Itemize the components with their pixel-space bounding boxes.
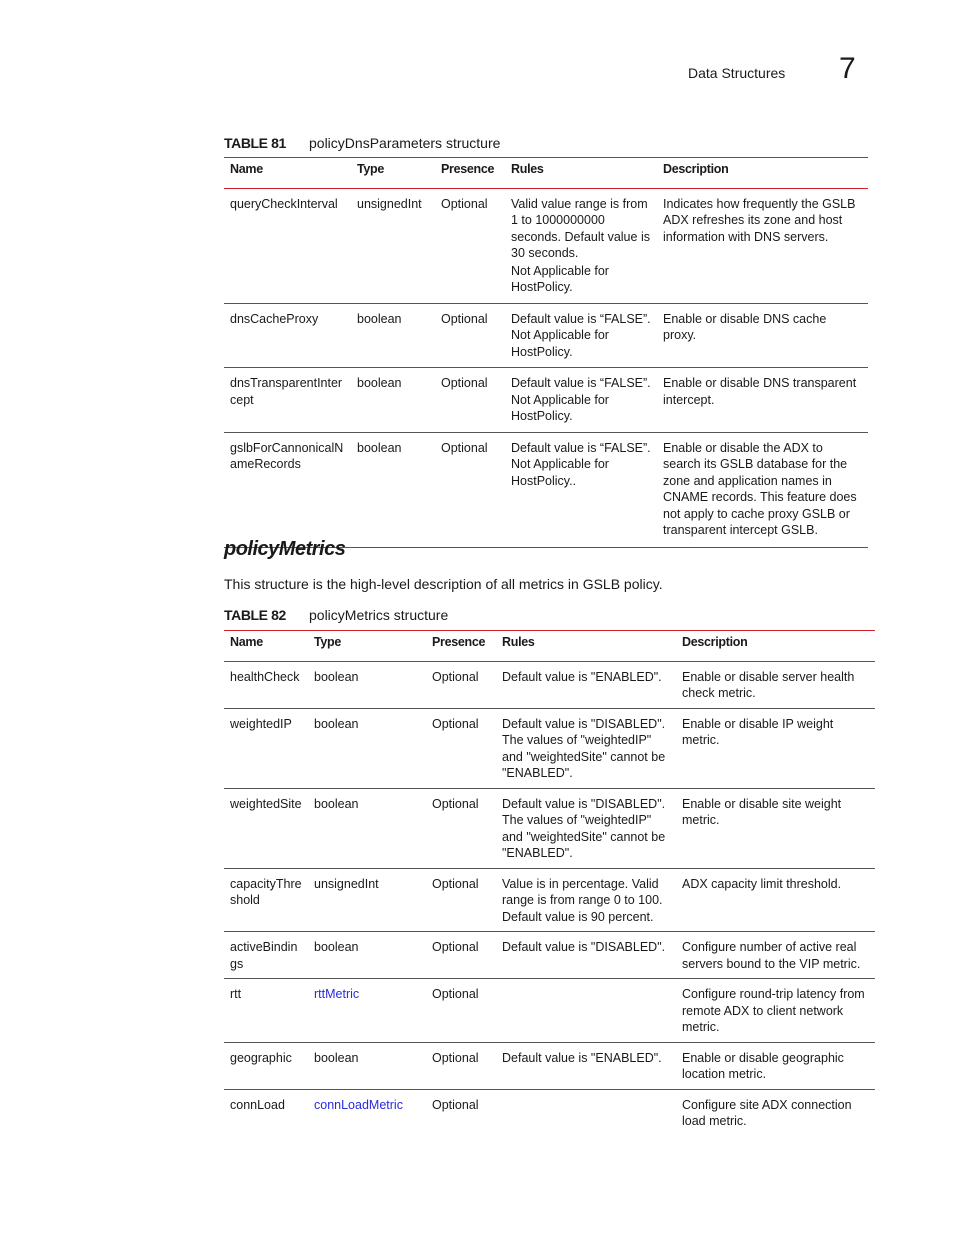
table-row	[224, 868, 875, 932]
cell-presence: Optional	[426, 868, 496, 932]
cell-description: Configure number of active real servers bound to the VIP metric.	[676, 932, 875, 979]
cell-description: Configure round-trip latency from remote ADX to client network metric.	[676, 979, 875, 1043]
cell-presence: Optional	[426, 1042, 496, 1089]
cell-description: Enable or disable the ADX to search its GSLB database for the zone and application names in CNAME records. This feature does not apply to cache proxy GSLB or transparent intercept GSLB.	[657, 432, 868, 547]
cell-rules: Default value is "DISABLED". The values of "weightedIP" and "weightedSite" cannot be "ENABLED".	[496, 788, 676, 868]
table81-header-row	[224, 158, 868, 189]
table-row	[224, 432, 868, 547]
cell-presence: Optional	[435, 303, 505, 368]
cell-type: boolean	[308, 932, 426, 979]
table82-title: policyMetrics structure	[309, 607, 449, 623]
section-heading: policyMetrics	[224, 538, 346, 560]
cell-description: Enable or disable server health check metric.	[676, 661, 875, 708]
cell-presence: Optional	[426, 788, 496, 868]
cell-type: boolean	[351, 303, 435, 368]
table82-col-name: Name	[224, 631, 308, 662]
cell-rules	[505, 303, 657, 368]
rules-text: Default value is “FALSE”. Not Applicable for HostPolicy.	[511, 376, 651, 423]
cell-name: connLoad	[230, 1097, 285, 1112]
cell-name: rtt	[224, 979, 308, 1043]
cell-name: geographic	[224, 1042, 308, 1089]
table81-col-description: Description	[657, 158, 868, 189]
chapter-title: Data Structures	[688, 65, 786, 81]
table81-col-type: Type	[351, 158, 435, 189]
table81-col-name: Name	[224, 158, 351, 189]
table82-col-presence: Presence	[426, 631, 496, 662]
cell-type: boolean	[308, 1042, 426, 1089]
cell-description: Configure site ADX connection load metric.	[682, 1097, 852, 1128]
cell-description: Enable or disable DNS transparent intercept.	[657, 368, 868, 433]
cell-description: ADX capacity limit threshold.	[676, 868, 875, 932]
cell-rules: Value is in percentage. Valid range is from range 0 to 100. Default value is 90 percent.	[496, 868, 676, 932]
cell-type: unsignedInt	[308, 868, 426, 932]
cell-type: boolean	[308, 661, 426, 708]
table-row	[224, 368, 868, 433]
rules-text: Default value is “FALSE”. Not Applicable for HostPolicy..	[511, 440, 651, 488]
cell-rules	[496, 979, 676, 1043]
cell-presence: Optional	[435, 432, 505, 547]
table82-col-description: Description	[676, 631, 875, 662]
cell-type: boolean	[308, 708, 426, 788]
cell-name: dnsTransparentIntercept	[224, 368, 351, 433]
table82-col-rules: Rules	[496, 631, 676, 662]
cell-name: gslbForCannonicalNameRecords	[224, 432, 351, 547]
cell-rules: Default value is "ENABLED".	[496, 1042, 676, 1089]
table81-label: TABLE 81	[224, 135, 286, 151]
cell-name: activeBindings	[224, 932, 308, 979]
cell-rules: Default value is "ENABLED".	[496, 661, 676, 708]
section-intro: This structure is the high-level description of all metrics in GSLB policy.	[224, 576, 663, 592]
table-row	[224, 1042, 875, 1089]
cell-rules	[505, 188, 657, 303]
table-row	[224, 303, 868, 368]
cell-description: Enable or disable geographic location metric.	[676, 1042, 875, 1089]
chapter-number: 7	[839, 52, 856, 85]
table-row	[224, 188, 868, 303]
cell-type: boolean	[351, 432, 435, 547]
rules-text: Default value is “FALSE”. Not Applicable for HostPolicy.	[511, 311, 651, 359]
table82-header-row	[224, 631, 875, 662]
table81	[224, 157, 868, 548]
table82-col-type: Type	[308, 631, 426, 662]
table81-title: policyDnsParameters structure	[309, 135, 501, 151]
cell-presence: Optional	[435, 188, 505, 303]
cell-name: capacityThreshold	[224, 868, 308, 932]
cell-presence: Optional	[426, 661, 496, 708]
table82	[224, 630, 875, 1136]
rules-text: Valid value range is from 1 to 1000000000 seconds. Default value is 30 seconds.	[511, 196, 650, 260]
table-row	[224, 708, 875, 788]
table-row	[224, 661, 875, 708]
cell-presence: Optional	[432, 1097, 479, 1112]
table81-caption	[224, 135, 500, 151]
table81-col-rules: Rules	[505, 158, 657, 189]
cell-type	[308, 1089, 426, 1136]
cell-description: Enable or disable site weight metric.	[676, 788, 875, 868]
cell-type: unsignedInt	[351, 188, 435, 303]
cell-rules	[496, 1089, 676, 1136]
cell-name: weightedSite	[224, 788, 308, 868]
cell-rules	[505, 368, 657, 433]
cell-rules: Default value is "DISABLED".	[496, 932, 676, 979]
cell-presence: Optional	[426, 979, 496, 1043]
cell-description: Enable or disable IP weight metric.	[676, 708, 875, 788]
cell-name: queryCheckInterval	[224, 188, 351, 303]
table82-caption	[224, 607, 448, 623]
cell-description: Indicates how frequently the GSLB ADX refreshes its zone and host information with DNS servers.	[657, 188, 868, 303]
table-row	[224, 788, 875, 868]
table82-label: TABLE 82	[224, 607, 286, 623]
cell-name: dnsCacheProxy	[224, 303, 351, 368]
cell-presence: Optional	[435, 368, 505, 433]
table-row	[224, 979, 875, 1043]
cell-name: weightedIP	[224, 708, 308, 788]
cell-presence: Optional	[426, 708, 496, 788]
cell-type: boolean	[351, 368, 435, 433]
cell-description: Enable or disable DNS cache proxy.	[657, 303, 868, 368]
rules-text: Not Applicable for HostPolicy.	[511, 263, 609, 294]
cell-rules	[505, 432, 657, 547]
cell-type: boolean	[308, 788, 426, 868]
rttmetric-link[interactable]: rttMetric	[314, 987, 360, 1001]
table-row	[224, 1089, 875, 1136]
table-row	[224, 932, 875, 979]
connloadmetric-link[interactable]: connLoadMetric	[314, 1097, 403, 1112]
cell-type	[308, 979, 426, 1043]
cell-name: healthCheck	[224, 661, 308, 708]
table81-col-presence: Presence	[435, 158, 505, 189]
cell-rules: Default value is "DISABLED". The values of "weightedIP" and "weightedSite" cannot be "ENABLED".	[496, 708, 676, 788]
cell-presence: Optional	[426, 932, 496, 979]
